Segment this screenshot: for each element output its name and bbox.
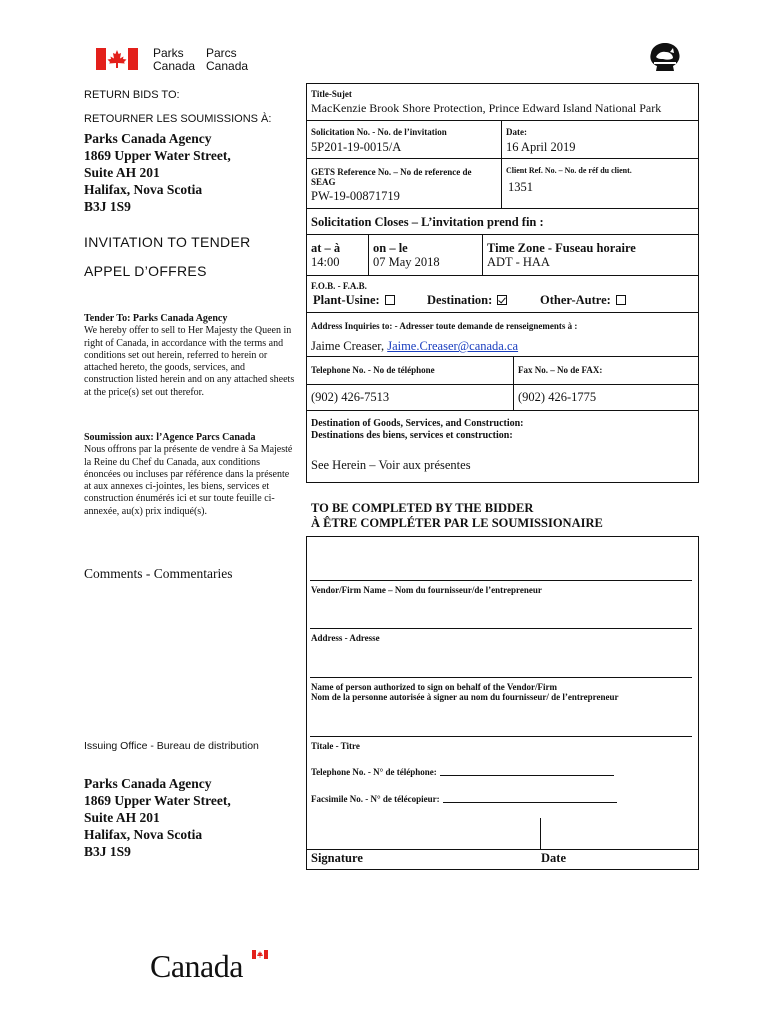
address-inquiries-label: Address Inquiries to: - Adresser toute demande de renseignements à : bbox=[311, 321, 578, 331]
return-address: Parks Canada Agency 1869 Upper Water Street, Suite AH 201 Halifax, Nova Scotia B3J 1S9 bbox=[84, 131, 231, 214]
invitation-heading: INVITATION TO TENDER bbox=[84, 234, 251, 250]
signature-line[interactable] bbox=[306, 849, 699, 850]
canada-wordmark: Canada bbox=[150, 948, 243, 984]
appel-heading: APPEL D’OFFRES bbox=[84, 263, 207, 279]
divider bbox=[306, 234, 699, 235]
destination-option[interactable]: Destination: bbox=[427, 293, 507, 307]
divider bbox=[482, 234, 483, 275]
phone-value: (902) 426-7513 bbox=[311, 390, 390, 404]
plant-usine-option[interactable]: Plant-Usine: bbox=[313, 293, 395, 307]
other-autre-option[interactable]: Other-Autre: bbox=[540, 293, 626, 307]
wordmark-flag-icon bbox=[252, 950, 268, 959]
date-signed-label: Date bbox=[541, 851, 566, 865]
other-autre-checkbox[interactable] bbox=[616, 295, 626, 305]
divider bbox=[306, 208, 699, 209]
date-label: Date: bbox=[506, 127, 527, 137]
contact bbox=[311, 339, 518, 353]
phone-label: Telephone No. - No de téléphone bbox=[311, 365, 435, 375]
at-label: at – à bbox=[311, 241, 341, 255]
title-line[interactable] bbox=[310, 736, 692, 737]
divider bbox=[306, 410, 699, 411]
plant-usine-checkbox[interactable] bbox=[385, 295, 395, 305]
divider bbox=[306, 384, 699, 385]
client-ref-label: Client Ref. No. – No. de réf du client. bbox=[506, 166, 632, 175]
tender-to-paragraph: Tender To: Parks Canada Agency We hereby offer to sell to Her Majesty the Queen in right of Canada, in accordance with the terms and conditions set out herein, referred to herein or attached hereto, the goods, services, and construction listed herein and on any attached sheets at the price(s) set out therefor. bbox=[84, 313, 295, 398]
authorized-person-label: Name of person authorized to sign on behalf of the Vendor/Firm Nom de la personne autorisée à signer au nom du fournisseur/ de l’entrepreneur bbox=[311, 682, 619, 702]
vendor-name-line[interactable] bbox=[310, 580, 692, 581]
bidder-phone-line[interactable] bbox=[440, 767, 614, 776]
address-line[interactable] bbox=[310, 628, 692, 629]
solicitation-closes-label: Solicitation Closes – L’invitation prend fin : bbox=[311, 215, 544, 229]
divider bbox=[306, 312, 699, 313]
bidder-fax-field[interactable]: Facsimile No. - N° de télécopieur: bbox=[311, 794, 617, 804]
divider bbox=[306, 275, 699, 276]
bidder-title-label: Titale - Titre bbox=[311, 741, 360, 751]
vendor-name-label: Vendor/Firm Name – Nom du fournisseur/de l’entrepreneur bbox=[311, 585, 542, 595]
divider bbox=[540, 818, 541, 850]
issuing-office-label: Issuing Office - Bureau de distribution bbox=[84, 740, 259, 752]
authorized-person-line[interactable] bbox=[310, 677, 692, 678]
divider bbox=[306, 158, 699, 159]
fax-value: (902) 426-1775 bbox=[518, 390, 597, 404]
bidder-phone-field[interactable]: Telephone No. - N° de téléphone: bbox=[311, 767, 614, 777]
bidder-heading: TO BE COMPLETED BY THE BIDDER À ÊTRE COMPLÉTER PAR LE SOUMISSIONAIRE bbox=[311, 501, 603, 530]
time-zone-label: Time Zone - Fuseau horaire bbox=[487, 241, 636, 255]
time-zone-value: ADT - HAA bbox=[487, 255, 550, 269]
fax-label: Fax No. – No de FAX: bbox=[518, 365, 603, 375]
divider bbox=[306, 356, 699, 357]
destination-value: See Herein – Voir aux présentes bbox=[311, 458, 471, 472]
contact-email-link[interactable]: Jaime.Creaser@canada.ca bbox=[387, 339, 519, 353]
dept-name-fr: Parcs Canada bbox=[206, 46, 249, 73]
on-label: on – le bbox=[373, 241, 408, 255]
address-label: Address - Adresse bbox=[311, 633, 380, 643]
title-label: Title-Sujet bbox=[311, 89, 352, 99]
bidder-fax-line[interactable] bbox=[443, 794, 617, 803]
gets-value: PW-19-00871719 bbox=[311, 189, 400, 203]
on-value: 07 May 2018 bbox=[373, 255, 440, 269]
fob-label: F.O.B. - F.A.B. bbox=[311, 281, 367, 291]
divider bbox=[306, 120, 699, 121]
divider bbox=[501, 120, 502, 208]
return-bids-label: RETURN BIDS TO: bbox=[84, 89, 180, 101]
signature-label: Signature bbox=[311, 851, 363, 865]
canada-flag-icon bbox=[96, 48, 138, 70]
gets-label: GETS Reference No. – No de reference de SEAG bbox=[311, 167, 472, 187]
soumission-paragraph: Soumission aux: l’Agence Parcs Canada Nous offrons par la présente de vendre à Sa Majesté la Reine du Chef du Canada, aux conditions énoncées ou incluses par référence dans la présente at aux annexes ci-jointes, les biens, services et construction énumérés ici et sur toute feuille ci-annexée, au(x) prix indiqué(s). bbox=[84, 432, 293, 517]
divider bbox=[368, 234, 369, 275]
client-ref-value: 1351 bbox=[508, 180, 533, 194]
at-value: 14:00 bbox=[311, 255, 340, 269]
title-value: MacKenzie Brook Shore Protection, Prince Edward Island National Park bbox=[311, 101, 662, 115]
solicitation-value: 5P201-19-0015/A bbox=[311, 140, 402, 154]
destination-checkbox[interactable] bbox=[497, 295, 507, 305]
dept-name-en: Parks Canada bbox=[153, 46, 196, 73]
retourner-label: RETOURNER LES SOUMISSIONS À: bbox=[84, 113, 272, 125]
destination-of-goods-label: Destination of Goods, Services, and Construction: Destinations des biens, services et construction: bbox=[311, 418, 524, 441]
issuing-address: Parks Canada Agency 1869 Upper Water Street, Suite AH 201 Halifax, Nova Scotia B3J 1S9 bbox=[84, 776, 231, 859]
comments-label: Comments - Commentaries bbox=[84, 566, 233, 581]
date-value: 16 April 2019 bbox=[506, 140, 576, 154]
beaver-emblem-icon bbox=[648, 42, 682, 72]
divider bbox=[513, 356, 514, 410]
contact-name: Jaime Creaser, bbox=[311, 339, 388, 353]
solicitation-label: Solicitation No. - No. de l’invitation bbox=[311, 127, 447, 137]
